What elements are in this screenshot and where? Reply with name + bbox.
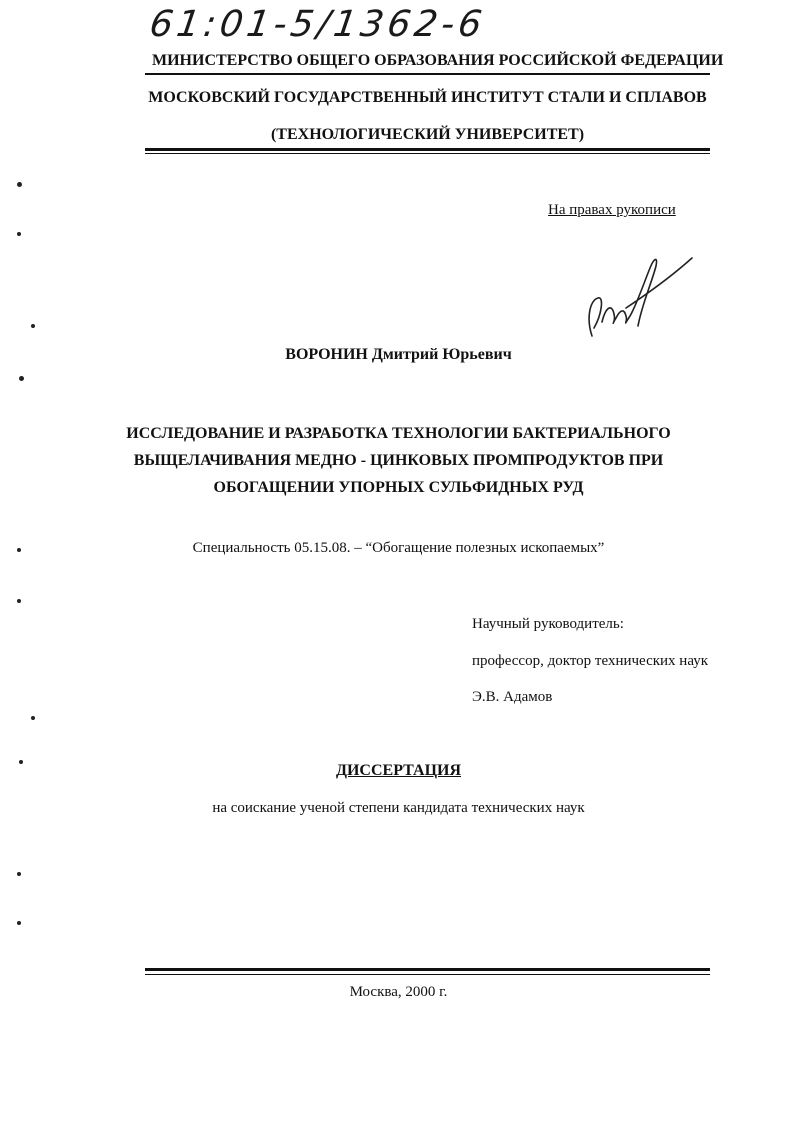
- scan-mark: [31, 716, 35, 720]
- manuscript-rights: На правах рукописи: [548, 202, 676, 218]
- archive-code: 61:01-5/1362-6: [147, 4, 489, 45]
- scan-mark: [19, 760, 23, 764]
- scan-mark: [17, 232, 21, 236]
- university-name: (ТЕХНОЛОГИЧЕСКИЙ УНИВЕРСИТЕТ): [270, 126, 585, 143]
- document-type: ДИССЕРТАЦИЯ: [335, 762, 462, 779]
- thesis-title-line: ОБОГАЩЕНИИ УПОРНЫХ СУЛЬФИДНЫХ РУД: [213, 479, 584, 496]
- scan-mark: [17, 599, 21, 603]
- city-year: Москва, 2000 г.: [349, 984, 448, 1000]
- header-rule-bottom-thin: [145, 153, 710, 154]
- author-name: ВОРОНИН Дмитрий Юрьевич: [285, 346, 512, 363]
- supervisor-rank: профессор, доктор технических наук: [472, 653, 709, 669]
- header-rule-top: [145, 73, 710, 75]
- specialty: Специальность 05.15.08. – “Обогащение полезных ископаемых”: [192, 540, 605, 556]
- footer-rule-top: [145, 968, 710, 971]
- degree-statement: на соискание ученой степени кандидата технических наук: [212, 800, 585, 816]
- supervisor-name: Э.В. Адамов: [472, 689, 553, 705]
- thesis-title-line: ВЫЩЕЛАЧИВАНИЯ МЕДНО - ЦИНКОВЫХ ПРОМПРОДУКТОВ ПРИ: [133, 452, 664, 469]
- scan-mark: [31, 324, 35, 328]
- scan-mark: [19, 376, 24, 381]
- thesis-title-line: ИССЛЕДОВАНИЕ И РАЗРАБОТКА ТЕХНОЛОГИИ БАКТЕРИАЛЬНОГО: [126, 425, 671, 442]
- supervisor-label: Научный руководитель:: [472, 616, 624, 632]
- ministry-name: МИНИСТЕРСТВО ОБЩЕГО ОБРАЗОВАНИЯ РОССИЙСКОЙ ФЕДЕРАЦИИ: [152, 52, 724, 69]
- scan-mark: [17, 548, 21, 552]
- scan-mark: [17, 921, 21, 925]
- scan-mark: [17, 182, 22, 187]
- scan-mark: [17, 872, 21, 876]
- thesis-title: [0, 420, 797, 501]
- footer-rule-thin: [145, 974, 710, 975]
- header-rule-bottom: [145, 148, 710, 151]
- signature-image: [580, 248, 700, 348]
- institute-name: МОСКОВСКИЙ ГОСУДАРСТВЕННЫЙ ИНСТИТУТ СТАЛИ И СПЛАВОВ: [148, 89, 707, 106]
